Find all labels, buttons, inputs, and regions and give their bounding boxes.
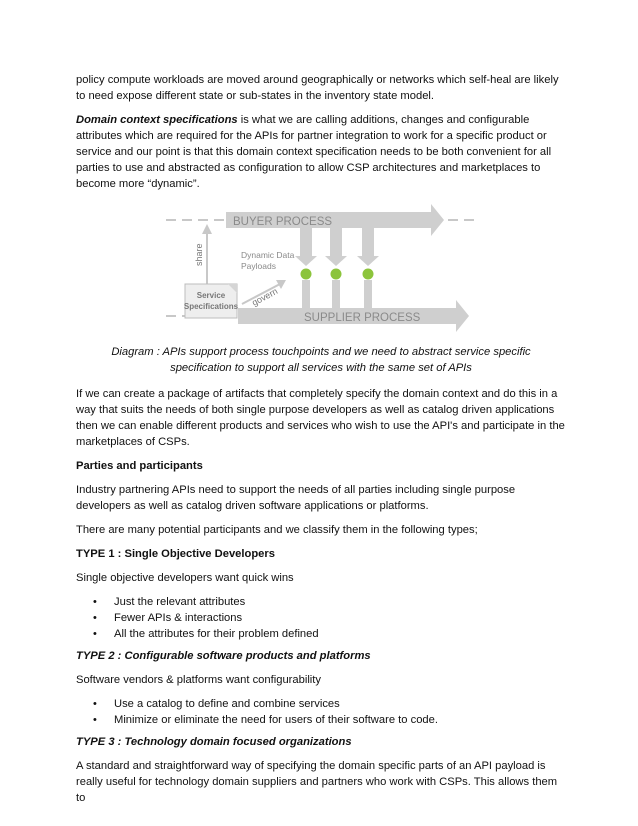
touchpoint-arrow-2 bbox=[325, 228, 347, 266]
type2-intro: Software vendors & platforms want configurability bbox=[76, 674, 321, 686]
buyer-process-label: BUYER PROCESS bbox=[233, 216, 333, 228]
package-paragraph: If we can create a package of artifacts that completely specify the domain context and do this in a way that suits the needs of both single purpose developers as well as catalog driven applications then we can enable different products and services who wish to use the API's and participate in the marketplaces of CSPs. bbox=[76, 388, 565, 448]
domain-context-paragraph bbox=[76, 112, 566, 192]
touchpoint-arrow-1 bbox=[295, 228, 317, 266]
touchpoint-dot-2 bbox=[331, 269, 342, 280]
document-page bbox=[76, 72, 566, 814]
touchpoint-arrow-3 bbox=[357, 228, 379, 266]
intro-paragraph: policy compute workloads are moved around geographically or networks which self-heal are likely to need expose different state or sub-states in the inventory state model. bbox=[76, 74, 559, 102]
process-diagram-svg bbox=[76, 200, 566, 336]
type2-list bbox=[76, 696, 566, 728]
payload-label-line1: Dynamic Data bbox=[241, 250, 295, 260]
type1-intro: Single objective developers want quick wins bbox=[76, 572, 294, 584]
touchpoint-dot-3 bbox=[363, 269, 374, 280]
share-label: share bbox=[194, 243, 204, 266]
type2-heading: TYPE 2 : Configurable software products and platforms bbox=[76, 650, 371, 662]
process-diagram bbox=[76, 200, 566, 336]
share-arrow-head bbox=[202, 224, 212, 234]
type3-paragraph: A standard and straightforward way of specifying the domain specific parts of an API payload is really useful for technology domain suppliers and partners who work with CSPs. This allows them to bbox=[76, 760, 558, 804]
types-paragraph: There are many potential participants and we classify them in the following types; bbox=[76, 524, 478, 536]
parties-heading: Parties and participants bbox=[76, 460, 203, 472]
service-spec-box bbox=[185, 284, 237, 318]
govern-label: govern bbox=[250, 286, 280, 308]
type3-heading: TYPE 3 : Technology domain focused organizations bbox=[76, 736, 352, 748]
parties-paragraph: Industry partnering APIs need to support the needs of all parties including single purpose developers as well as catalog driven software applications or platforms. bbox=[76, 484, 516, 512]
type1-heading: TYPE 1 : Single Objective Developers bbox=[76, 548, 275, 560]
type1-item: • All the attributes for their problem defined bbox=[114, 626, 566, 642]
domain-context-term: Domain context specifications bbox=[76, 114, 238, 126]
type2-item: • Minimize or eliminate the need for users of their software to code. bbox=[114, 712, 566, 728]
type1-item: • Fewer APIs & interactions bbox=[114, 610, 566, 626]
type1-item: • Just the relevant attributes bbox=[114, 594, 566, 610]
payload-label-line2: Payloads bbox=[241, 261, 276, 271]
touchpoint-dot-1 bbox=[301, 269, 312, 280]
diagram-caption: Diagram : APIs support process touchpoints and we need to abstract service specific specification to support all services with the same set of APIs bbox=[111, 346, 531, 374]
domain-context-text: is what we are calling additions, changes and configurable attributes which are required for the APIs for partner integration to work for a specific product or service and our point is that this domain context specification needs to be both convenient for all parties to use and abstracted as configuration to allow CSP architectures and marketplaces to become more “dynamic”. bbox=[76, 114, 552, 190]
service-spec-line1: Service bbox=[196, 291, 226, 300]
supplier-process-label: SUPPLIER PROCESS bbox=[304, 312, 421, 324]
type1-list bbox=[76, 594, 566, 642]
type2-item: • Use a catalog to define and combine services bbox=[114, 696, 566, 712]
service-spec-line2: Specifications bbox=[183, 302, 239, 311]
